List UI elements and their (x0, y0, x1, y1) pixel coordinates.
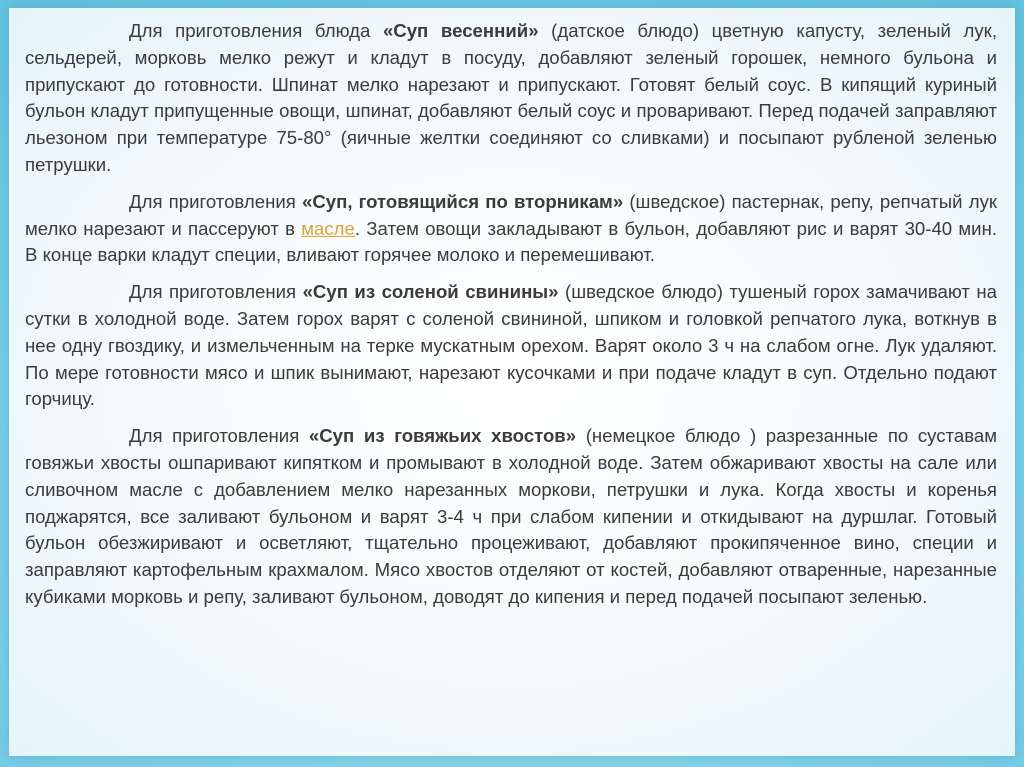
paragraph-text: (шведское блюдо) тушеный горох замачивают на сутки в холодной воде. Затем горох варят с соленой свининой, шпиком и головкой репчатого лука, воткнув в нее одну гвоздику, и измельченным на терке мускатным орехом. Варят около 3 ч на слабом огне. Лук удаляют. По мере готовности мясо и шпик вынимают, нарезают кусочками и при подаче кладут в суп. Отдельно подают горчицу. (25, 281, 997, 410)
paragraph-text: (шведское) пастернак, репу, репчатый лук мелко нарезают и пассеруют в (25, 190, 997, 239)
paragraph-oxtail-soup (25, 423, 997, 611)
paragraph-intro: Для приготовления блюда (129, 20, 383, 41)
paragraph-intro: Для приготовления (129, 281, 303, 303)
paragraph-spring-soup (25, 18, 997, 179)
paragraph-text: (датское блюдо) цветную капусту, зеленый лук, сельдерей, морковь мелко режут и кладут в посуду, добавляют зеленый горошек, немного бульона и припускают до готовности. Шпинат мелко нарезают и припускают. Готовят белый соус. В кипящий куриный бульон кладут припущенные овощи, шпинат, добавляют белый соус и проваривают. Перед подачей заправляют льезоном при температуре 75-80° (яичные желтки соединяют со сливками) и посыпают рубленой зеленью петрушки. (25, 20, 997, 175)
paragraph-intro: Для приготовления (129, 425, 309, 447)
paragraph-tuesday-soup (25, 189, 997, 269)
butter-link[interactable]: масле (301, 217, 355, 239)
paragraph-intro: Для приготовления (129, 190, 302, 212)
dish-name: «Суп из говяжьих хвостов» (308, 425, 577, 447)
paragraph-salted-pork-soup (25, 279, 997, 413)
paragraph-text: (немецкое блюдо ) разрезанные по суставам говяжьи хвосты ошпаривают кипятком и промывают в холодной воде. Затем обжаривают хвосты на сале или сливочном масле с добавлением мелко нарезанных моркови, петрушки и лука. Когда хвосты и коренья поджарятся, все заливают бульоном и варят 3-4 ч при слабом кипении и откидывают на дуршлаг. Готовый бульон обезжиривают и осветляют, тщательно процеживают, добавляют прокипяченное вино, специи и заправляют картофельным крахмалом. Мясо хвостов отделяют от костей, добавляют отваренные, нарезанные кубиками морковь и репу, заливают бульоном, доводят до кипения и перед подачей посыпают зеленью. (25, 425, 997, 607)
paragraph-text: . Затем овощи закладывают в бульон, добавляют рис и варят 30-40 мин. В конце варки кладут специи, вливают горячее молоко и перемешивают. (25, 217, 998, 266)
dish-name: «Суп из соленой свинины» (302, 281, 559, 303)
dish-name: «Суп, готовящийся по вторникам» (301, 190, 624, 212)
dish-name: «Суп весенний» (382, 20, 539, 41)
text-body (25, 18, 997, 621)
content-frame (9, 8, 1015, 756)
